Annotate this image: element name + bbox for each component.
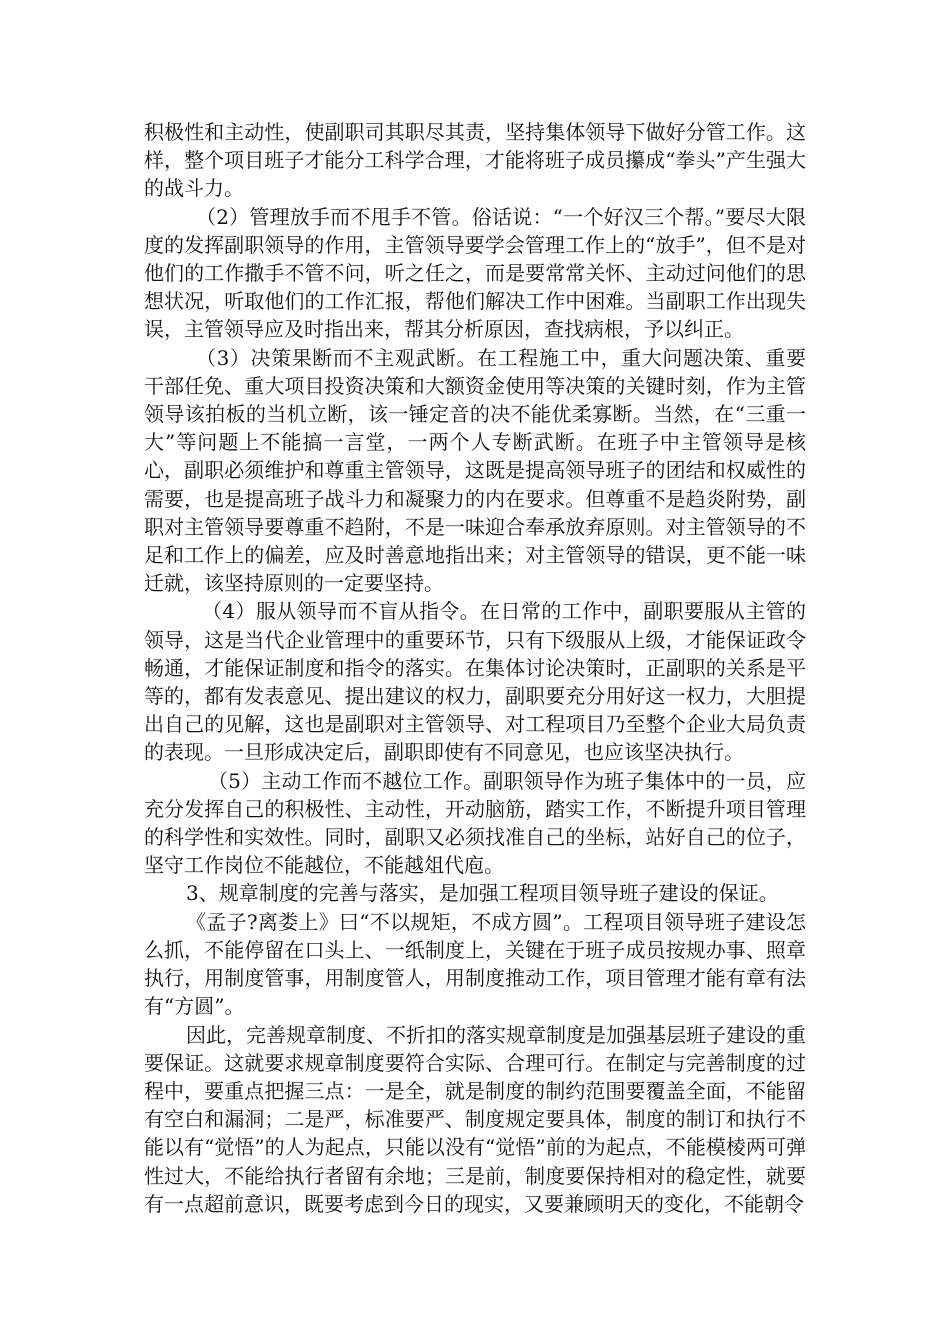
paragraph-conclusion: 因此，完善规章制度、不折扣的落实规章制度是加强基层班子建设的重要保证。这就要求规章制度要符合实际、合理可行。在制定与完善制度的过程中，要重点把握三点：一是全，就是制度的制约范围要覆盖全面，不能留有空白和漏洞；二是严，标准要严、制度规定要具体，制度的制订和执行不能以有“觉悟”的人为起点，只能以没有“觉悟”前的为起点，不能模棱两可弹性过大，不能给执行者留有余地；三是前，制度要保持相对的稳定性，就要有一点超前意识，既要考虑到今日的现实，又要兼顾明天的变化，不能朝令 bbox=[144, 1022, 806, 1216]
paragraph-item-4: （4）服从领导而不盲从指令。在日常的工作中，副职要服从主管的领导，这是当代企业管理中的重要环节，只有下级服从上级，才能保证政令畅通，才能保证制度和指令的落实。在集体讨论决策时，正副职的关系是平等的，都有发表意见、提出建议的权力，副职要充分用好这一权力，大胆提出自己的见解，这也是副职对主管领导、对工程项目乃至整个企业大局负责的表现。一旦形成决定后，副职即使有不同意见，也应该坚决执行。 bbox=[144, 599, 806, 765]
paragraph-mencius-quote: 《孟子?离娄上》曰“不以规矩，不成方圆”。工程项目领导班子建设怎么抓，不能停留在口头上、一纸制度上，关键在于班子成员按规办事、照章执行，用制度管事，用制度管人，用制度推动工作，项目管理才能有章有法有“方圆”。 bbox=[144, 909, 806, 1019]
paragraph-item-2: （2）管理放手而不甩手不管。俗话说：“一个好汉三个帮。”要尽大限度的发挥副职领导的作用，主管领导要学会管理工作上的“放手”，但不是对他们的工作撒手不管不问，听之任之，而是要常常关怀、主动过问他们的思想状况，听取他们的工作汇报，帮他们解决工作中困难。当副职工作出现失误，主管领导应及时指出来，帮其分析原因，查找病根，予以纠正。 bbox=[144, 204, 806, 342]
paragraph-item-3: （3）决策果断而不主观武断。在工程施工中，重大问题决策、重要干部任免、重大项目投资决策和大额资金使用等决策的关键时刻，作为主管领导该拍板的当机立断，该一锤定音的决不能优柔寡断。当然，在“三重一大”等问题上不能搞一言堂，一两个人专断武断。在班子中主管领导是核心，副职必须维护和尊重主管领导，这既是提高领导班子的团结和权威性的需要，也是提高班子战斗力和凝聚力的内在要求。但尊重不是趋炎附势，副职对主管领导要尊重不趋附，不是一味迎合奉承放弃原则。对主管领导的不足和工作上的偏差，应及时善意地指出来；对主管领导的错误，更不能一味迁就，该坚持原则的一定要坚持。 bbox=[144, 345, 806, 596]
paragraph-item-5: （5）主动工作而不越位工作。副职领导作为班子集体中的一员，应充分发挥自己的积极性、主动性，开动脑筋，踏实工作，不断提升项目管理的科学性和实效性。同时，副职又必须找准自己的坐标，站好自己的位子，坚守工作岗位不能越位，不能越俎代庖。 bbox=[144, 768, 806, 878]
paragraph-continuation: 积极性和主动性，使副职司其职尽其责，坚持集体领导下做好分管工作。这样，整个项目班子才能分工科学合理，才能将班子成员攥成“拳头”产生强大的战斗力。 bbox=[144, 120, 806, 201]
document-body bbox=[144, 118, 806, 1218]
section-heading-3: 3、规章制度的完善与落实，是加强工程项目领导班子建设的保证。 bbox=[186, 881, 779, 906]
